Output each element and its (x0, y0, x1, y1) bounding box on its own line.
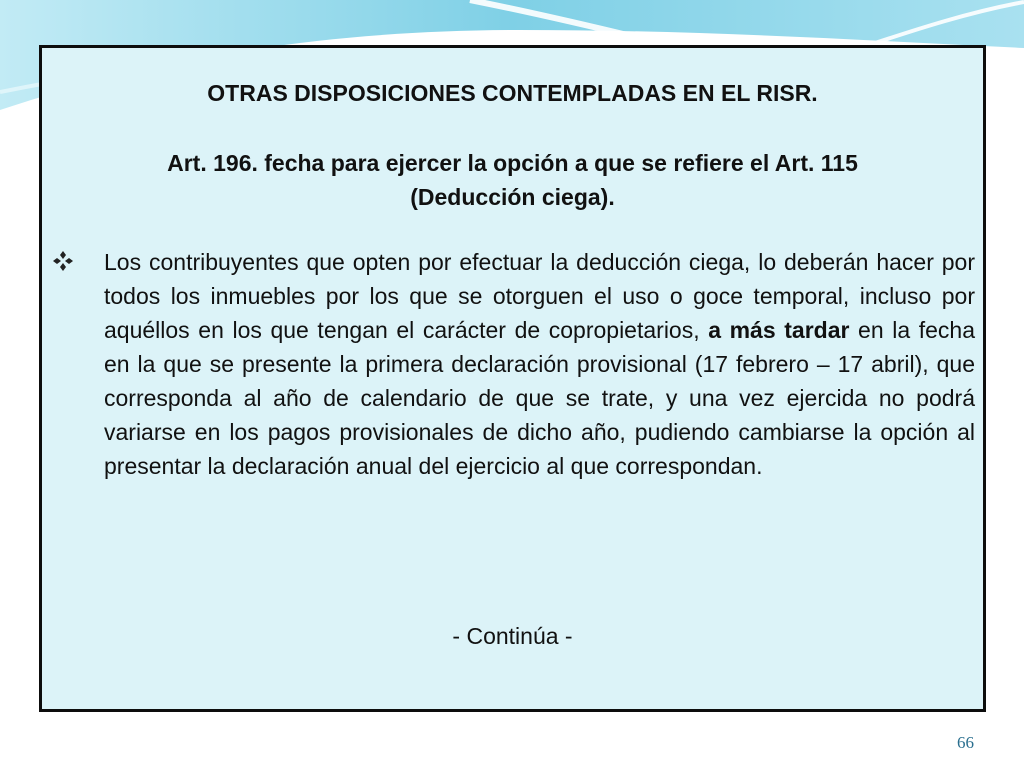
body-text-bold: a más tardar (708, 317, 850, 343)
continued-label: - Continúa - (452, 623, 573, 649)
body-text-before-bold: Los contribuyentes que opten por efectuar la deducción ciega, lo deberán hacer por todos los inmuebles por los que se otorguen el uso o goce temporal, incluso por aquéllos en los que tengan el carácter de copropietarios, (104, 249, 975, 343)
subheading-line-2: (Deducción ciega). (410, 184, 615, 210)
body-paragraph (104, 245, 975, 483)
body-text-after-bold: en la fecha en la que se presente la primera declaración provisional (17 febrero – 17 abril), que corresponda al año de calendario de que se trate, y una vez ejercida no podrá variarse en los pagos provisionales de dicho año, pudiendo cambiarse la opción al presentar la declaración anual del ejercicio al que correspondan. (104, 317, 975, 479)
page-number: 66 (957, 733, 974, 752)
content-box (39, 45, 986, 712)
slide-heading: OTRAS DISPOSICIONES CONTEMPLADAS EN EL RISR. (207, 80, 818, 106)
subheading-line-1: Art. 196. fecha para ejercer la opción a que se refiere el Art. 115 (167, 150, 858, 176)
diamond-cluster-icon (52, 250, 74, 272)
slide-subheading (72, 146, 953, 214)
